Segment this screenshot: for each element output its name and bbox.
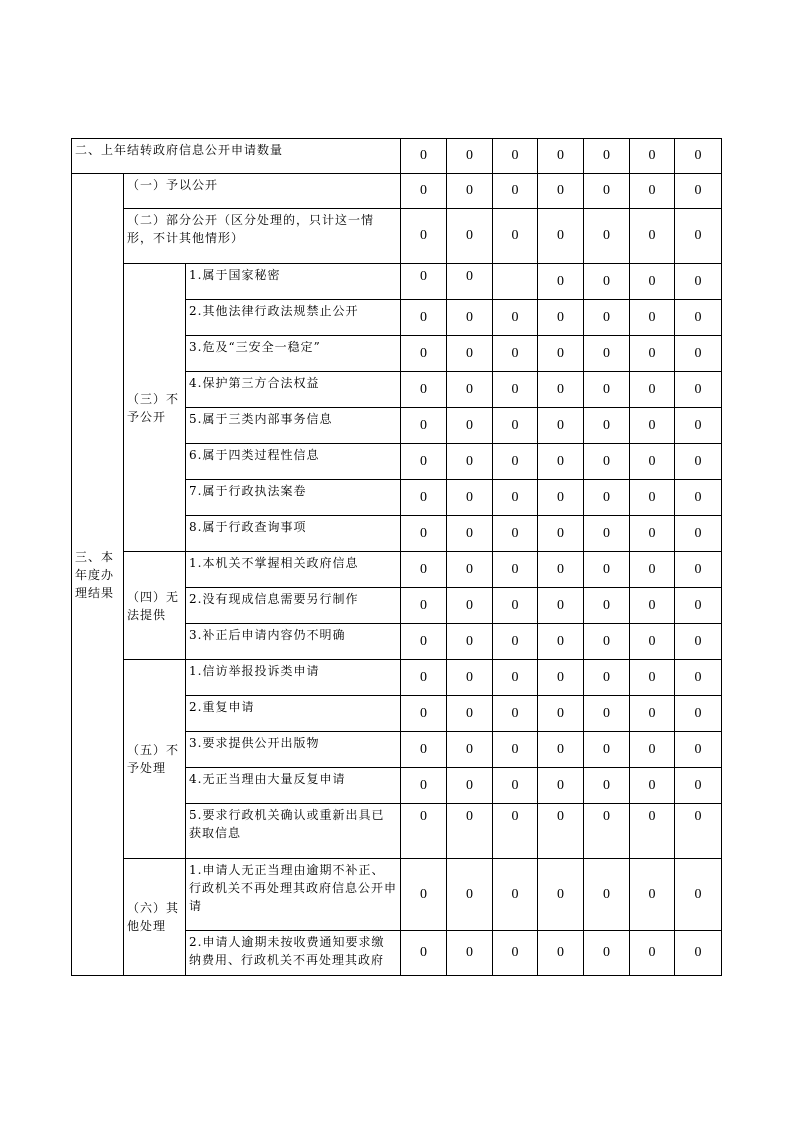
cell-value: 0 (493, 768, 538, 804)
cell-value: 0 (447, 209, 493, 264)
cell-value: 0 (630, 372, 675, 408)
table-row (72, 552, 722, 588)
row-label: 1.申请人无正当理由逾期不补正、行政机关不再处理其政府信息公开申请 (186, 859, 401, 931)
row-label: 5.属于三类内部事务信息 (186, 408, 401, 444)
cell-value: 0 (675, 696, 722, 732)
cell-value: 0 (538, 931, 584, 976)
cell-value: 0 (675, 480, 722, 516)
cell-value: 0 (630, 588, 675, 624)
cell-value: 0 (493, 931, 538, 976)
row-label: 5.要求行政机关确认或重新出具已获取信息 (186, 804, 401, 859)
cell-value: 0 (675, 264, 722, 300)
cell-value: 0 (675, 174, 722, 209)
cell-value: 0 (538, 624, 584, 660)
cell-value: 0 (630, 696, 675, 732)
cell-value: 0 (630, 624, 675, 660)
cell-value: 0 (401, 516, 447, 552)
cell-value: 0 (584, 209, 630, 264)
cell-value: 0 (447, 859, 493, 931)
table-row (72, 209, 722, 264)
cell-value: 0 (630, 768, 675, 804)
cell-value: 0 (447, 804, 493, 859)
cell-value: 0 (538, 174, 584, 209)
row-label: 2.没有现成信息需要另行制作 (186, 588, 401, 624)
cell-value: 0 (401, 931, 447, 976)
cell-value: 0 (584, 174, 630, 209)
row-label: （一）予以公开 (124, 174, 401, 209)
cell-value: 0 (493, 732, 538, 768)
cell-value: 0 (493, 696, 538, 732)
cell-value: 0 (401, 660, 447, 696)
cell-value: 0 (675, 139, 722, 174)
cell-value: 0 (675, 300, 722, 336)
row-label: 2.重复申请 (186, 696, 401, 732)
group-label-not-open: （三）不予公开 (124, 264, 186, 552)
cell-value: 0 (447, 552, 493, 588)
cell-value: 0 (401, 804, 447, 859)
group-label-other: （六）其他处理 (124, 859, 186, 976)
cell-value: 0 (401, 264, 447, 300)
cell-value: 0 (447, 768, 493, 804)
cell-value: 0 (493, 300, 538, 336)
cell-value: 0 (447, 336, 493, 372)
cell-value: 0 (538, 264, 584, 300)
row-label: 6.属于四类过程性信息 (186, 444, 401, 480)
cell-value: 0 (630, 552, 675, 588)
row-label: 8.属于行政查询事项 (186, 516, 401, 552)
cell-value: 0 (584, 264, 630, 300)
cell-value: 0 (493, 516, 538, 552)
cell-value: 0 (675, 804, 722, 859)
cell-value: 0 (584, 588, 630, 624)
cell-value: 0 (675, 859, 722, 931)
cell-value: 0 (401, 174, 447, 209)
cell-value: 0 (401, 336, 447, 372)
cell-value: 0 (447, 174, 493, 209)
cell-value: 0 (493, 336, 538, 372)
cell-value: 0 (538, 444, 584, 480)
cell-value: 0 (447, 588, 493, 624)
cell-value: 0 (584, 444, 630, 480)
cell-value: 0 (630, 139, 675, 174)
cell-value: 0 (584, 660, 630, 696)
table-row (72, 859, 722, 931)
cell-value: 0 (675, 768, 722, 804)
table-row (72, 264, 722, 300)
cell-value: 0 (538, 732, 584, 768)
cell-value: 0 (447, 264, 493, 300)
row-label (186, 931, 401, 976)
row-label: （二）部分公开（区分处理的，只计这一情形，不计其他情形） (124, 209, 401, 264)
cell-value: 0 (493, 139, 538, 174)
cell-value: 0 (493, 174, 538, 209)
cell-value: 0 (675, 931, 722, 976)
cell-value: 0 (538, 209, 584, 264)
row-label: 3.要求提供公开出版物 (186, 732, 401, 768)
cell-value: 0 (675, 660, 722, 696)
section3-label: 三、本年度办理结果 (72, 174, 124, 976)
cell-value: 0 (447, 732, 493, 768)
cell-value: 0 (538, 588, 584, 624)
cell-value: 0 (447, 372, 493, 408)
cell-value: 0 (538, 804, 584, 859)
cell-value: 0 (630, 264, 675, 300)
cell-value: 0 (401, 139, 447, 174)
cell-value: 0 (630, 859, 675, 931)
cell-value: 0 (447, 444, 493, 480)
cell-value: 0 (538, 768, 584, 804)
cell-value: 0 (493, 480, 538, 516)
cell-value: 0 (630, 408, 675, 444)
cell-value: 0 (630, 804, 675, 859)
cell-value: 0 (401, 552, 447, 588)
row-label: 1.信访举报投诉类申请 (186, 660, 401, 696)
cell-value: 0 (401, 859, 447, 931)
cell-value: 0 (538, 552, 584, 588)
cell-value: 0 (447, 660, 493, 696)
cell-value: 0 (447, 516, 493, 552)
cell-value: 0 (401, 480, 447, 516)
cell-value: 0 (675, 624, 722, 660)
cell-value: 0 (493, 859, 538, 931)
cell-value: 0 (675, 209, 722, 264)
cell-value: 0 (584, 624, 630, 660)
cell-value: 0 (538, 696, 584, 732)
cell-value: 0 (584, 480, 630, 516)
row-label: 4.保护第三方合法权益 (186, 372, 401, 408)
cell-value: 0 (401, 732, 447, 768)
cell-value: 0 (630, 516, 675, 552)
cell-value: 0 (675, 336, 722, 372)
cell-value: 0 (630, 209, 675, 264)
cell-value: 0 (584, 859, 630, 931)
statistics-table (71, 138, 722, 976)
cell-value: 0 (630, 732, 675, 768)
cell-value: 0 (584, 516, 630, 552)
cell-value: 0 (401, 588, 447, 624)
row-label: 3.危及“三安全一稳定” (186, 336, 401, 372)
cell-value: 0 (401, 768, 447, 804)
row-label: 2.其他法律行政法规禁止公开 (186, 300, 401, 336)
row-label: 3.补正后申请内容仍不明确 (186, 624, 401, 660)
cell-value: 0 (493, 588, 538, 624)
cell-value: 0 (584, 804, 630, 859)
cell-value: 0 (538, 859, 584, 931)
group-label-not-processed: （五）不予处理 (124, 660, 186, 859)
cell-value: 0 (447, 696, 493, 732)
cell-value: 0 (630, 174, 675, 209)
cell-value: 0 (447, 300, 493, 336)
table-row (72, 660, 722, 696)
cell-value: 0 (584, 139, 630, 174)
cell-value: 0 (675, 552, 722, 588)
row-label: 二、上年结转政府信息公开申请数量 (72, 139, 401, 174)
cell-value: 0 (538, 408, 584, 444)
cell-value: 0 (401, 372, 447, 408)
group-label-unable: （四）无法提供 (124, 552, 186, 660)
cell-value: 0 (538, 372, 584, 408)
cell-value: 0 (584, 408, 630, 444)
cell-value: 0 (447, 139, 493, 174)
cell-value: 0 (538, 300, 584, 336)
cell-value: 0 (538, 139, 584, 174)
cell-value: 0 (584, 768, 630, 804)
cell-value: 0 (538, 480, 584, 516)
row-label: 7.属于行政执法案卷 (186, 480, 401, 516)
row-label: 4.无正当理由大量反复申请 (186, 768, 401, 804)
cell-value: 0 (493, 408, 538, 444)
cell-value: 0 (630, 931, 675, 976)
cell-value: 0 (630, 480, 675, 516)
cell-value: 0 (493, 660, 538, 696)
cell-value: 0 (584, 732, 630, 768)
cell-value: 0 (447, 931, 493, 976)
cell-value: 0 (401, 408, 447, 444)
cell-value: 0 (493, 804, 538, 859)
cell-value: 0 (675, 444, 722, 480)
table-row (72, 174, 722, 209)
cell-value: 0 (401, 696, 447, 732)
cell-value: 0 (493, 209, 538, 264)
cell-value: 0 (675, 516, 722, 552)
cell-value: 0 (630, 660, 675, 696)
cell-value: 0 (584, 931, 630, 976)
cell-value: 0 (493, 624, 538, 660)
cell-value: 0 (675, 588, 722, 624)
cell-value: 0 (584, 300, 630, 336)
table-row (72, 139, 722, 174)
cell-value (493, 264, 538, 300)
cell-value: 0 (584, 696, 630, 732)
cell-value: 0 (493, 444, 538, 480)
cell-value: 0 (447, 624, 493, 660)
row-label: 1.属于国家秘密 (186, 264, 401, 300)
cell-value: 0 (675, 408, 722, 444)
cell-value: 0 (538, 660, 584, 696)
row-label-text: 2.申请人逾期未按收费通知要求缴纳费用、行政机关不再处理其政府 (189, 935, 385, 967)
cell-value: 0 (630, 336, 675, 372)
cell-value: 0 (584, 336, 630, 372)
cell-value: 0 (538, 516, 584, 552)
cell-value: 0 (584, 372, 630, 408)
row-label: 1.本机关不掌握相关政府信息 (186, 552, 401, 588)
cell-value: 0 (401, 209, 447, 264)
cell-value: 0 (675, 732, 722, 768)
cell-value: 0 (584, 552, 630, 588)
cell-value: 0 (538, 336, 584, 372)
cell-value: 0 (675, 372, 722, 408)
cell-value: 0 (630, 300, 675, 336)
cell-value: 0 (493, 552, 538, 588)
cell-value: 0 (401, 624, 447, 660)
cell-value: 0 (630, 444, 675, 480)
cell-value: 0 (401, 444, 447, 480)
cell-value: 0 (447, 480, 493, 516)
cell-value: 0 (493, 372, 538, 408)
cell-value: 0 (401, 300, 447, 336)
cell-value: 0 (447, 408, 493, 444)
